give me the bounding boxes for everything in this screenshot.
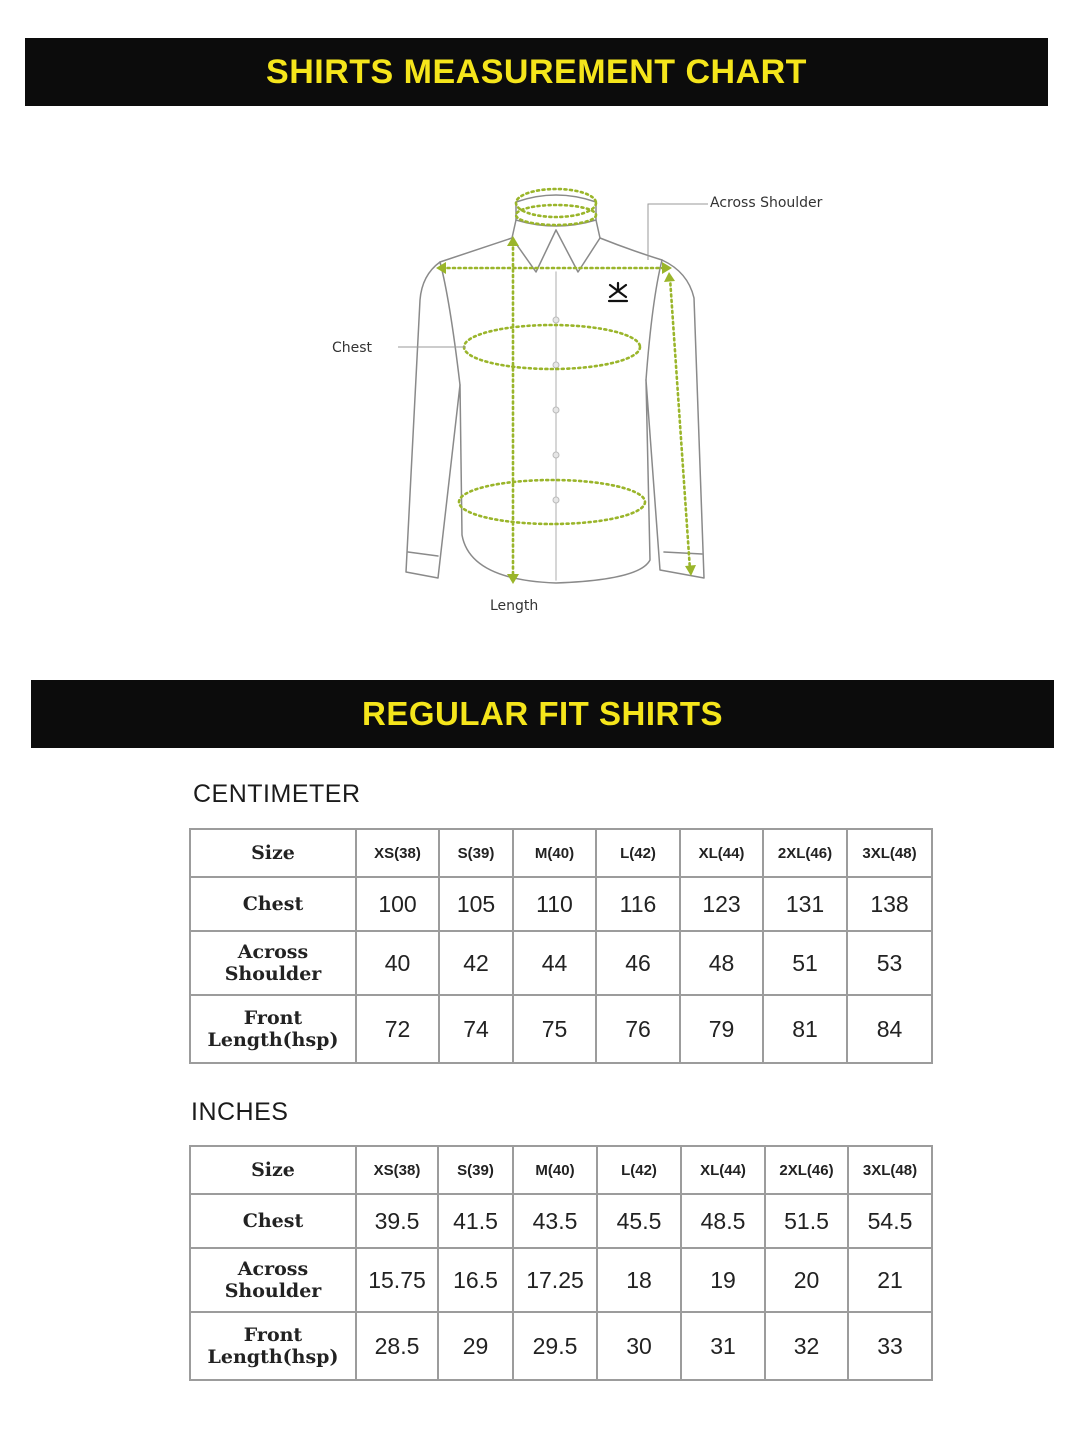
fit-banner xyxy=(31,680,1054,748)
table-cell: 29 xyxy=(438,1312,513,1380)
size-3xl: 3XL(48) xyxy=(848,1146,932,1194)
table-cell: 20 xyxy=(765,1248,848,1312)
table-cell: 40 xyxy=(356,931,439,995)
row-label-chest: Chest xyxy=(190,1194,356,1248)
table-cell: 43.5 xyxy=(513,1194,597,1248)
table-cell: 100 xyxy=(356,877,439,931)
size-xl: XL(44) xyxy=(680,829,763,877)
table-cell: 84 xyxy=(847,995,932,1063)
size-l: L(42) xyxy=(596,829,680,877)
size-m: M(40) xyxy=(513,829,596,877)
table-row xyxy=(190,1248,932,1312)
size-xs: XS(38) xyxy=(356,1146,438,1194)
hem-measure xyxy=(459,480,645,524)
centimeter-heading: CENTIMETER xyxy=(193,780,361,808)
sleeve-measure xyxy=(670,278,690,570)
chart-title-banner xyxy=(25,38,1048,106)
table-cell: 110 xyxy=(513,877,596,931)
table-cell: 19 xyxy=(681,1248,765,1312)
table-cell: 72 xyxy=(356,995,439,1063)
table-cell: 116 xyxy=(596,877,680,931)
length-label: Length xyxy=(490,598,539,614)
table-cell: 79 xyxy=(680,995,763,1063)
table-cell: 81 xyxy=(763,995,847,1063)
table-cell: 39.5 xyxy=(356,1194,438,1248)
table-cell: 30 xyxy=(597,1312,681,1380)
size-2xl: 2XL(46) xyxy=(763,829,847,877)
table-header-row xyxy=(190,829,932,877)
row-label-across-shoulder: Across Shoulder xyxy=(190,1248,356,1312)
size-3xl: 3XL(48) xyxy=(847,829,932,877)
centimeter-size-table xyxy=(189,828,933,1064)
row-label-front-length: Front Length(hsp) xyxy=(190,1312,356,1380)
inches-size-table xyxy=(189,1145,933,1381)
table-cell: 51 xyxy=(763,931,847,995)
table-cell: 42 xyxy=(439,931,513,995)
table-cell: 48 xyxy=(680,931,763,995)
table-cell: 76 xyxy=(596,995,680,1063)
table-row xyxy=(190,1194,932,1248)
size-s: S(39) xyxy=(439,829,513,877)
table-cell: 105 xyxy=(439,877,513,931)
table-cell: 44 xyxy=(513,931,596,995)
table-row xyxy=(190,995,932,1063)
table-cell: 18 xyxy=(597,1248,681,1312)
table-cell: 54.5 xyxy=(848,1194,932,1248)
size-xl: XL(44) xyxy=(681,1146,765,1194)
size-l: L(42) xyxy=(597,1146,681,1194)
size-m: M(40) xyxy=(513,1146,597,1194)
size-header: Size xyxy=(190,829,356,877)
table-row xyxy=(190,877,932,931)
brand-logo-icon xyxy=(609,283,627,301)
table-cell: 21 xyxy=(848,1248,932,1312)
row-label-chest: Chest xyxy=(190,877,356,931)
table-cell: 41.5 xyxy=(438,1194,513,1248)
row-label-across-shoulder: Across Shoulder xyxy=(190,931,356,995)
chest-measure xyxy=(464,325,640,369)
fit-title: REGULAR FIT SHIRTS xyxy=(362,695,723,732)
table-cell: 16.5 xyxy=(438,1248,513,1312)
table-cell: 51.5 xyxy=(765,1194,848,1248)
row-label-front-length: Front Length(hsp) xyxy=(190,995,356,1063)
table-header-row xyxy=(190,1146,932,1194)
collar-measure xyxy=(516,189,596,217)
table-cell: 32 xyxy=(765,1312,848,1380)
chart-title: SHIRTS MEASUREMENT CHART xyxy=(266,52,807,91)
table-cell: 46 xyxy=(596,931,680,995)
table-cell: 48.5 xyxy=(681,1194,765,1248)
table-cell: 15.75 xyxy=(356,1248,438,1312)
table-cell: 45.5 xyxy=(597,1194,681,1248)
table-cell: 131 xyxy=(763,877,847,931)
table-cell: 29.5 xyxy=(513,1312,597,1380)
size-header: Size xyxy=(190,1146,356,1194)
shirt-diagram xyxy=(300,180,860,630)
size-s: S(39) xyxy=(438,1146,513,1194)
table-cell: 28.5 xyxy=(356,1312,438,1380)
table-cell: 31 xyxy=(681,1312,765,1380)
table-cell: 17.25 xyxy=(513,1248,597,1312)
inches-heading: INCHES xyxy=(191,1098,289,1126)
table-row xyxy=(190,1312,932,1380)
size-2xl: 2XL(46) xyxy=(765,1146,848,1194)
table-cell: 74 xyxy=(439,995,513,1063)
collar-right xyxy=(556,220,600,272)
table-cell: 33 xyxy=(848,1312,932,1380)
table-cell: 53 xyxy=(847,931,932,995)
across-shoulder-label: Across Shoulder xyxy=(710,195,823,211)
table-cell: 138 xyxy=(847,877,932,931)
table-row xyxy=(190,931,932,995)
chest-label: Chest xyxy=(332,340,373,356)
table-cell: 123 xyxy=(680,877,763,931)
size-xs: XS(38) xyxy=(356,829,439,877)
table-cell: 75 xyxy=(513,995,596,1063)
